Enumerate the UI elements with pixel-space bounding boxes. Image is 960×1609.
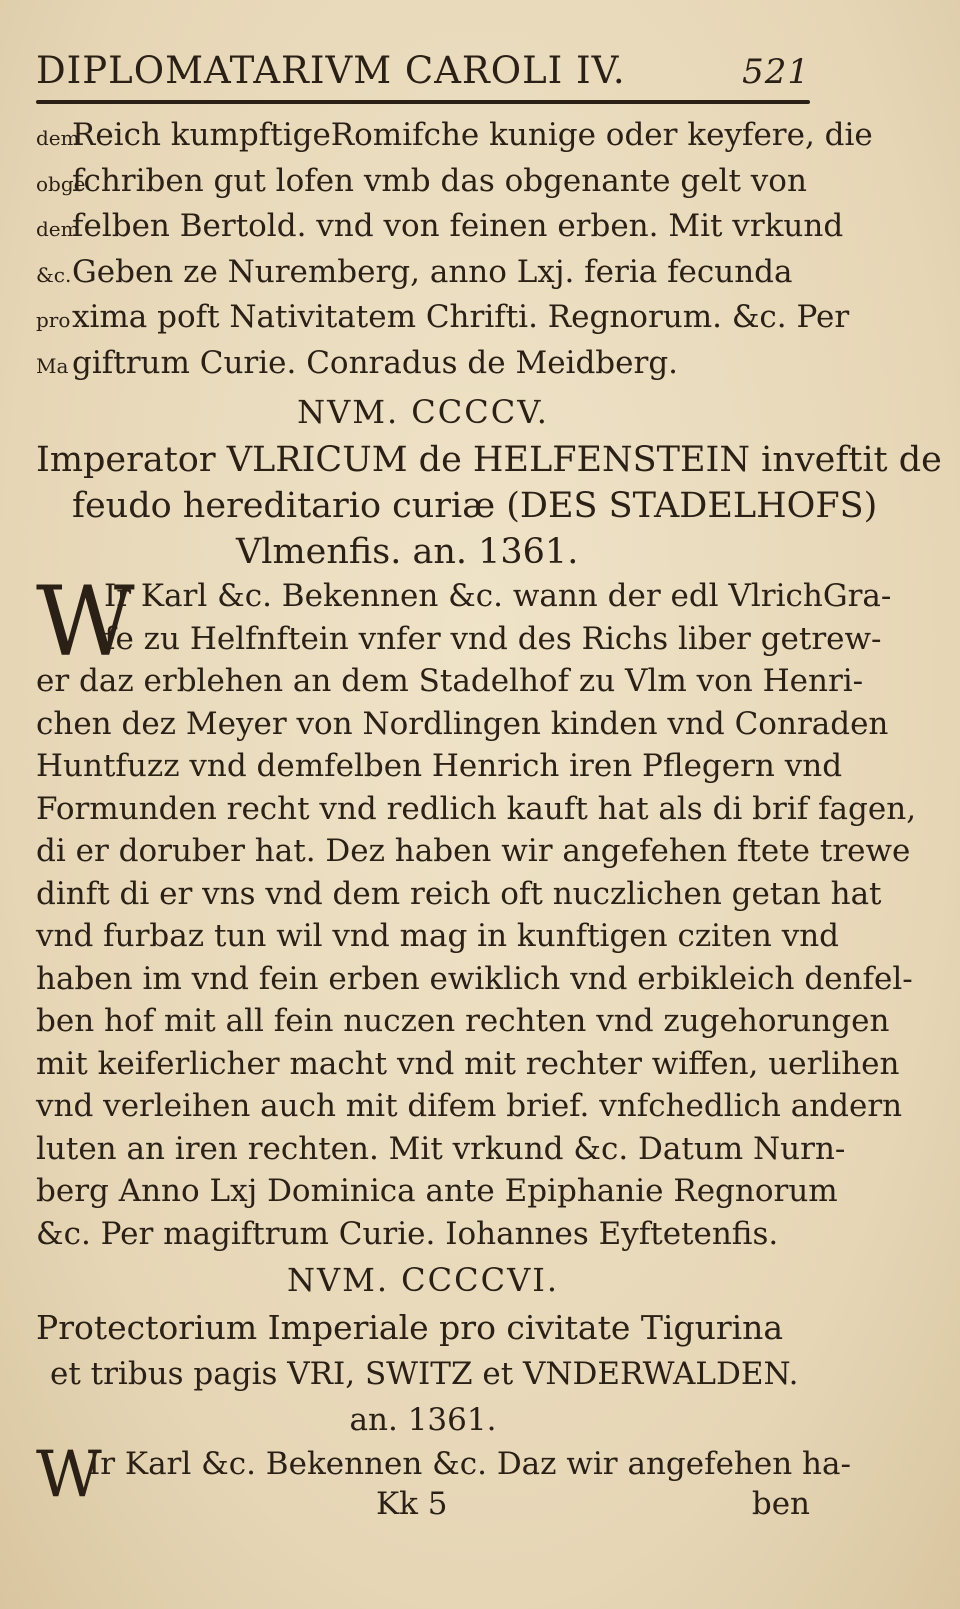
text-line: demReich kumpftigeRomifche kunige oder keyfere, die (36, 114, 810, 160)
drop-cap: W (36, 1438, 102, 1512)
title-line: Vlmenfis. an. 1361. (236, 532, 579, 572)
margin-fragment: dem (36, 126, 80, 150)
text-line: proxima poft Nativitatem Chrifti. Regnorum. &c. Per (36, 296, 810, 342)
page-header (36, 30, 810, 92)
text-line: di er doruber hat. Dez haben wir angefehen ftete trewe (36, 833, 911, 869)
text-line: dinft di er vns vnd dem reich oft nuczlichen getan hat (36, 875, 882, 912)
document-number: NVM. CCCCVI. (286, 1261, 560, 1299)
margin-fragment: &c. (36, 262, 72, 287)
signature-mark: Kk 5 (376, 1485, 448, 1522)
text-line: Ir Karl &c. Bekennen &c. Daz wir angefehen ha- (88, 1446, 851, 1482)
text-line: er daz erblehen an dem Stadelhof zu Vlm von Henri- (36, 663, 864, 699)
text-line: demfelben Bertold. vnd von feinen erben. Mit vrkund (36, 205, 810, 251)
margin-fragment: dem (36, 217, 80, 241)
drop-cap: W (36, 566, 135, 678)
text-line: &c. Per magiftrum Curie. Iohannes Eyftetenfis. (36, 1215, 779, 1252)
text-line: vnd verleihen auch mit difem brief. vnfchedlich andern (36, 1088, 903, 1124)
title-line: et tribus pagis VRI, SWITZ et VNDERWALDEN. (50, 1356, 799, 1392)
text-line: haben im vnd fein erben ewiklich vnd erbikleich denfel- (36, 960, 913, 997)
title-line: feudo hereditario curiæ (DES STADELHOFS) (72, 486, 878, 526)
title-line: Imperator VLRICUM de HELFENSTEIN inveftit de (36, 440, 942, 480)
text-line: &c.Geben ze Nuremberg, anno Lxj. feria fecunda (36, 251, 810, 297)
document-title (36, 437, 942, 575)
previous-document-tail (36, 114, 873, 387)
document-number: NVM. CCCCV. (297, 393, 549, 431)
text-line: Huntfuzz vnd demfelben Henrich iren Pflegern vnd (36, 748, 843, 784)
running-title: DIPLOMATARIVM CAROLI IV. (36, 49, 626, 92)
document-body (36, 566, 917, 1255)
text-line: Ma giftrum Curie. Conradus de Meidberg. (36, 342, 810, 388)
header-rule (36, 100, 810, 104)
margin-fragment: obge (36, 171, 86, 196)
text-line: luten an iren rechten. Mit vrkund &c. Datum Nurn- (36, 1130, 846, 1167)
text-line: berg Anno Lxj Dominica ante Epiphanie Regnorum (36, 1173, 838, 1209)
text-line: Formunden recht vnd redlich kauft hat als di brif fagen, (36, 790, 917, 827)
page-number: 521 (742, 52, 810, 92)
text-line: fe zu Helfnftein vnfer vnd des Richs liber getrew- (104, 620, 882, 657)
margin-fragment: Ma (36, 353, 69, 378)
document-title (36, 1305, 810, 1443)
catchword: ben (751, 1485, 810, 1522)
text-line: vnd furbaz tun wil vnd mag in kunftigen cziten vnd (36, 918, 840, 954)
text-line: obgefchriben gut lofen vmb das obgenante gelt von (36, 160, 810, 206)
title-line: an. 1361. (349, 1402, 497, 1438)
text-line: ben hof mit all fein nuczen rechten vnd zugehorungen (36, 1003, 890, 1039)
text-line: chen dez Meyer von Nordlingen kinden vnd Conraden (36, 705, 889, 742)
text-line: mit keiferlicher macht vnd mit rechter wiffen, uerlihen (36, 1045, 900, 1082)
margin-fragment: pro (36, 308, 71, 332)
title-line: Protectorium Imperiale pro civitate Tigurina (36, 1308, 784, 1347)
text-line: Ir Karl &c. Bekennen &c. wann der edl VlrichGra- (104, 578, 892, 614)
page-footer (36, 1486, 810, 1530)
